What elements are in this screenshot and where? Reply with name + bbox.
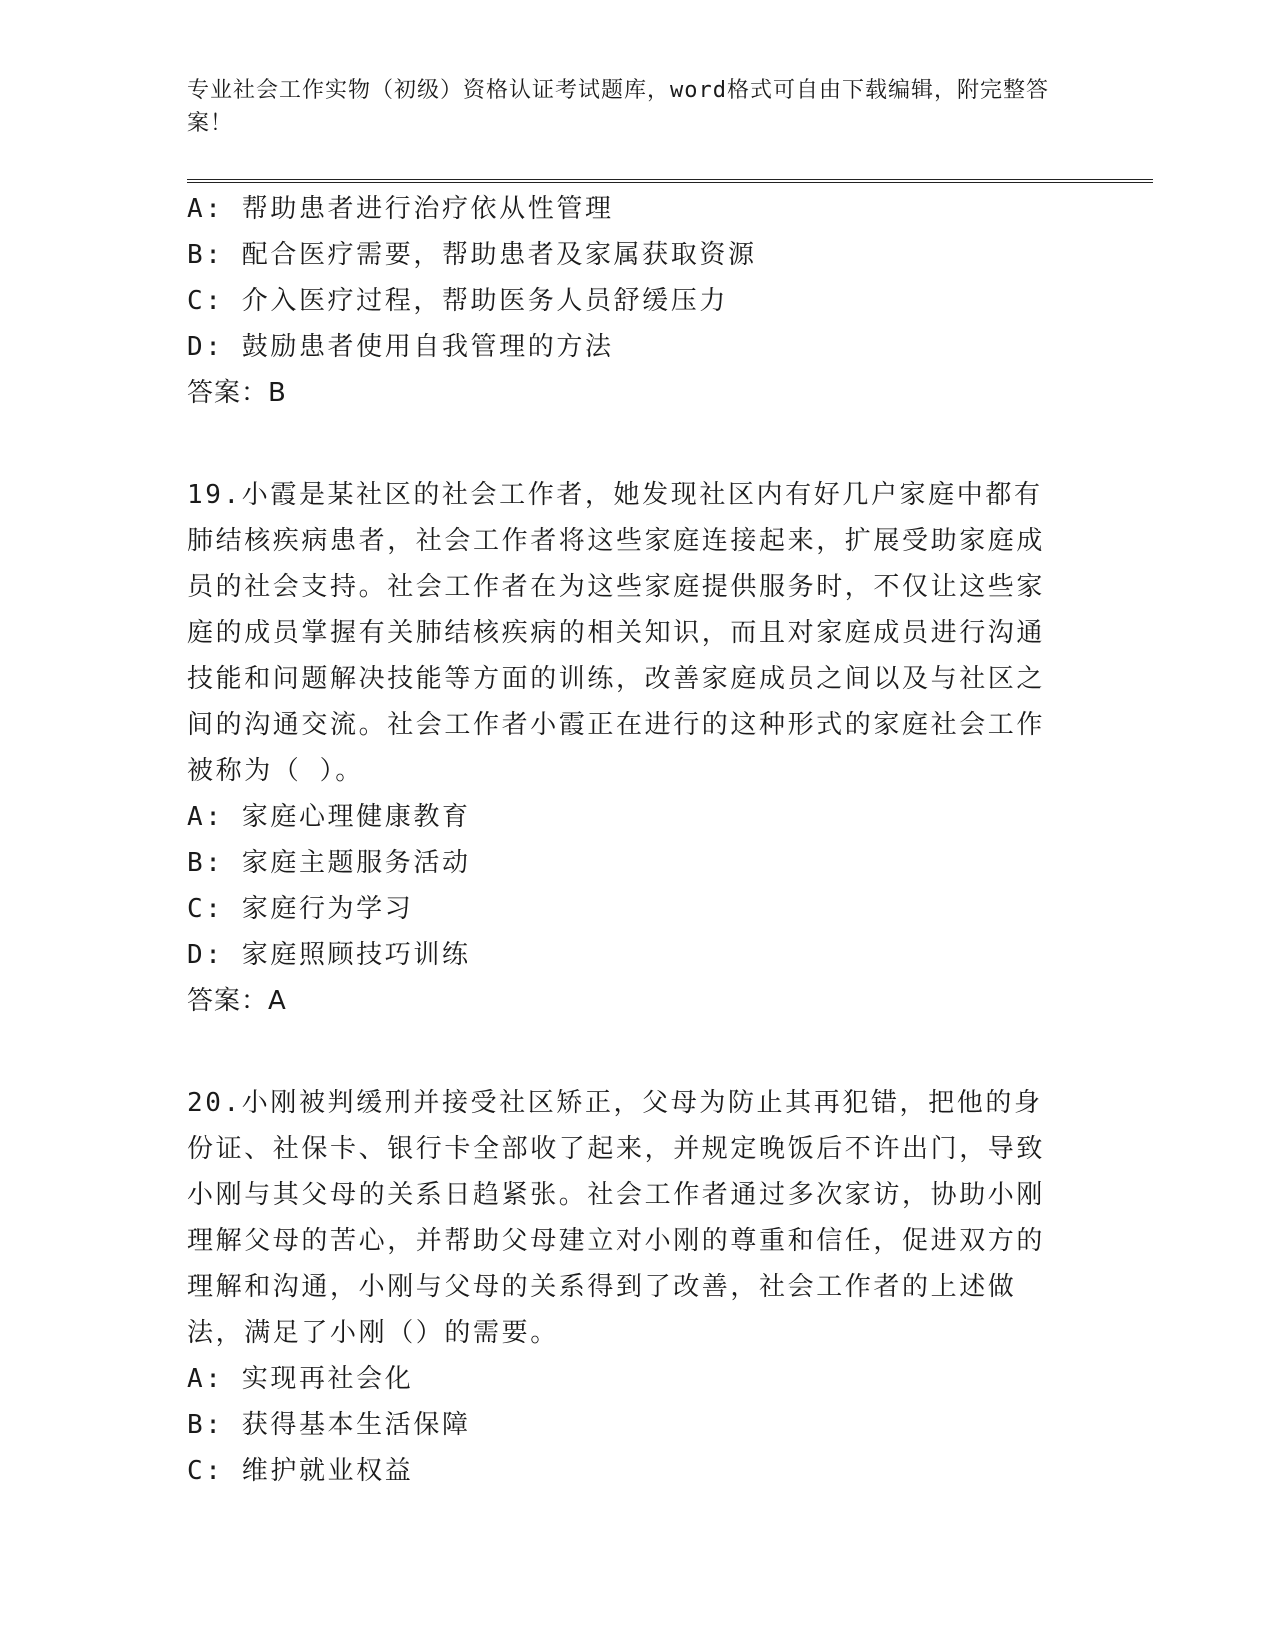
option-b: B: 配合医疗需要，帮助患者及家属获取资源 xyxy=(187,240,757,270)
question-20-block xyxy=(187,1080,1087,1494)
option-c: C: 介入医疗过程，帮助医务人员舒缓压力 xyxy=(187,286,728,316)
option-c: C: 家庭行为学习 xyxy=(187,894,414,924)
option-b: B: 家庭主题服务活动 xyxy=(187,848,471,878)
option-a: A: 实现再社会化 xyxy=(187,1364,414,1394)
option-b: B: 获得基本生活保障 xyxy=(187,1410,471,1440)
question-stem: 20.小刚被判缓刑并接受社区矫正，父母为防止其再犯错，把他的身份证、社保卡、银行卡全部收了起来，并规定晚饭后不许出门，导致小刚与其父母的关系日趋紧张。社会工作者通过多次家访，协助小刚理解父母的苦心，并帮助父母建立对小刚的尊重和信任，促进双方的理解和沟通，小刚与父母的关系得到了改善，社会工作者的上述做法，满足了小刚（）的需要。 xyxy=(187,1088,1046,1348)
question-19-block xyxy=(187,472,1087,1024)
option-d: D: 鼓励患者使用自我管理的方法 xyxy=(187,332,614,362)
answer-line: 答案：B xyxy=(187,378,287,408)
option-a: A: 帮助患者进行治疗依从性管理 xyxy=(187,194,614,224)
question-stem: 19.小霞是某社区的社会工作者，她发现社区内有好几户家庭中都有肺结核疾病患者，社会工作者将这些家庭连接起来，扩展受助家庭成员的社会支持。社会工作者在为这些家庭提供服务时，不仅让这些家庭的成员掌握有关肺结核疾病的相关知识，而且对家庭成员进行沟通技能和问题解决技能等方面的训练，改善家庭成员之间以及与社区之间的沟通交流。社会工作者小霞正在进行的这种形式的家庭社会工作被称为（ ）。 xyxy=(187,480,1046,786)
answer-line: 答案：A xyxy=(187,986,287,1016)
header-divider xyxy=(187,179,1153,183)
option-a: A: 家庭心理健康教育 xyxy=(187,802,471,832)
option-d: D: 家庭照顾技巧训练 xyxy=(187,940,471,970)
page-header: 专业社会工作实物（初级）资格认证考试题库，word格式可自由下载编辑，附完整答案！ xyxy=(187,78,1049,136)
document-body xyxy=(187,186,1087,1494)
option-c: C: 维护就业权益 xyxy=(187,1456,414,1486)
question-18-block xyxy=(187,186,1087,416)
